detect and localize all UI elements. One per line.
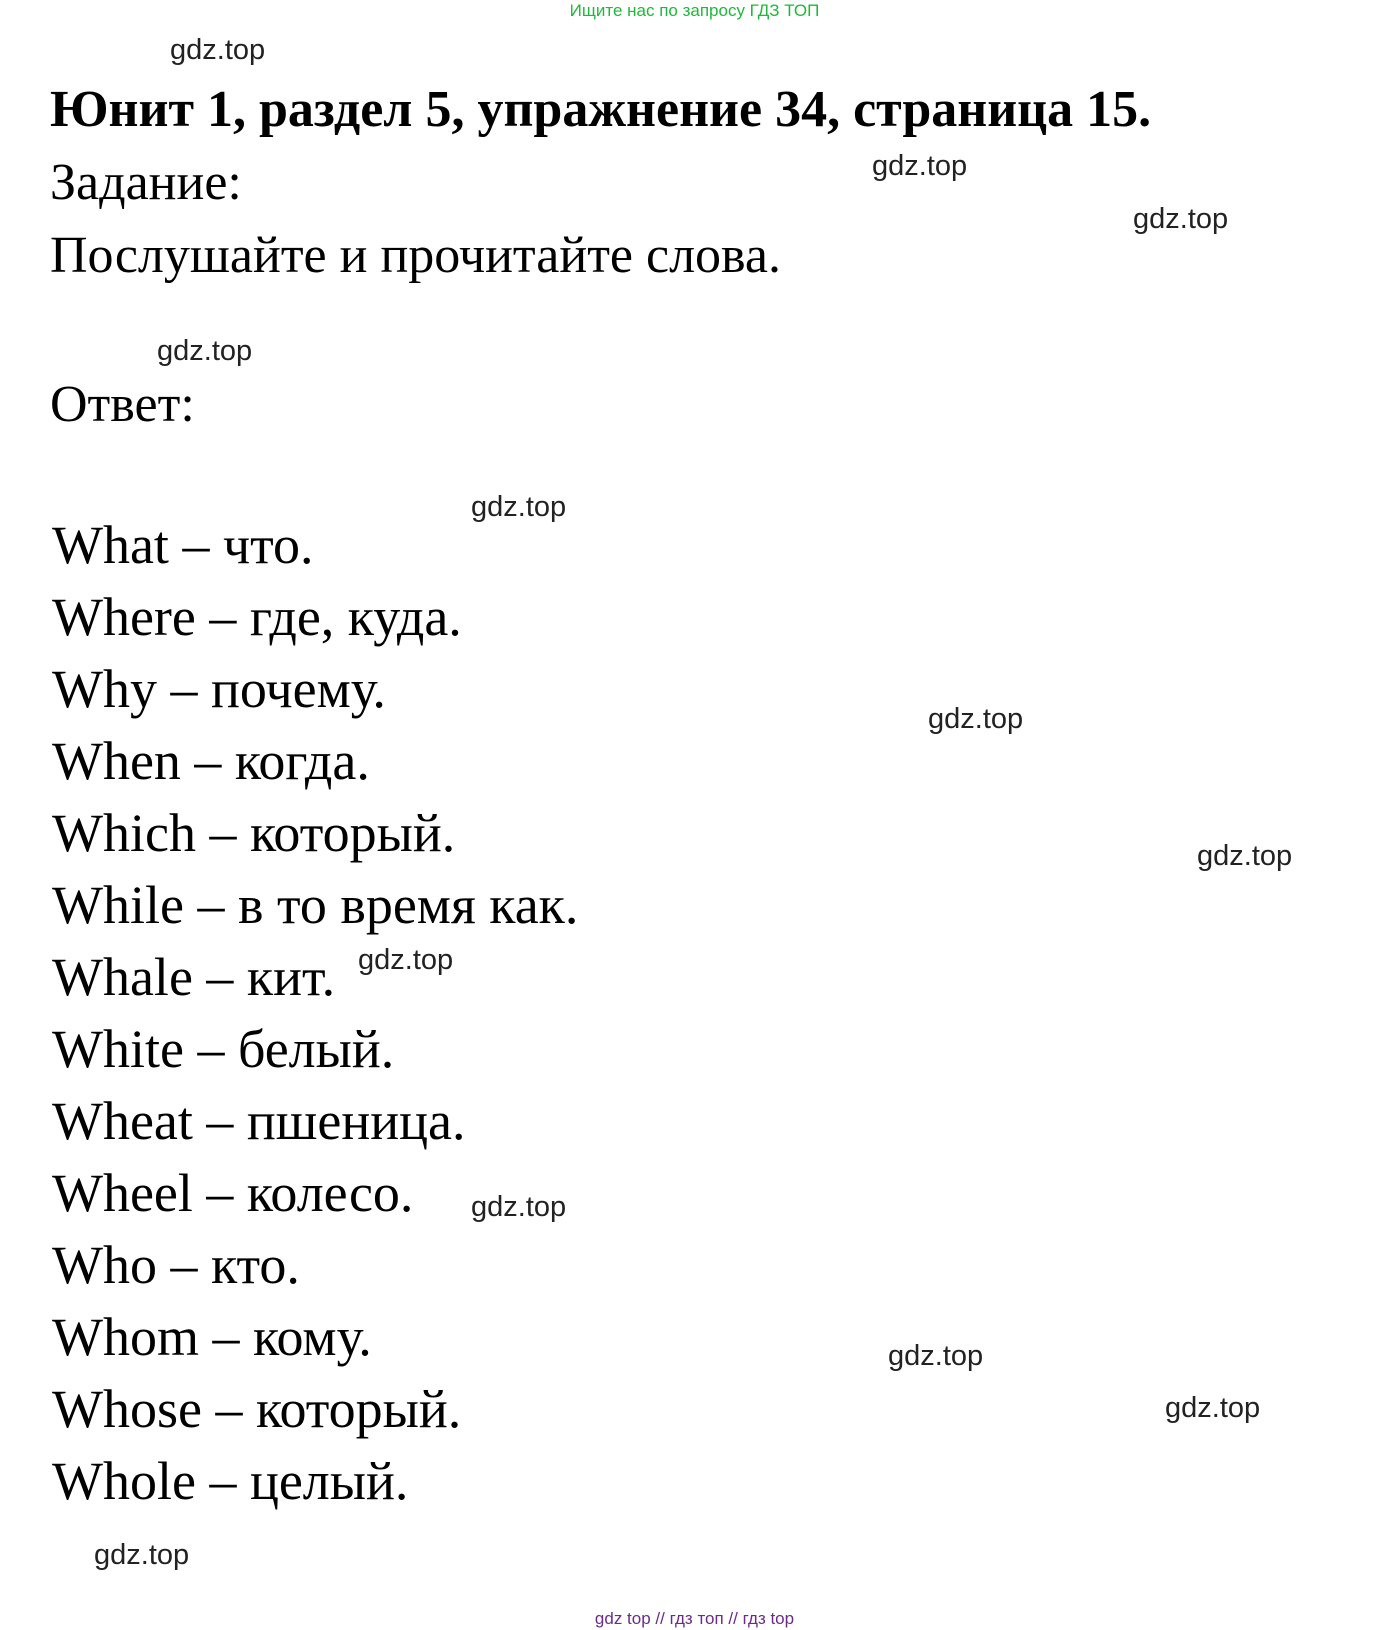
list-item: Why – почему. — [52, 659, 386, 719]
list-item: When – когда. — [52, 731, 370, 791]
watermark: gdz.top — [358, 944, 454, 976]
list-item: Which – который. — [52, 803, 456, 863]
list-item: Whole – целый. — [52, 1451, 409, 1511]
footer-links: gdz top // гдз топ // гдз top — [594, 1609, 795, 1628]
list-item: Whose – который. — [52, 1379, 462, 1439]
watermark: gdz.top — [170, 34, 266, 66]
list-item: Whom – кому. — [52, 1307, 372, 1367]
list-item: What – что. — [52, 515, 314, 575]
watermark: gdz.top — [872, 150, 968, 182]
watermark: gdz.top — [94, 1539, 190, 1571]
list-item: While – в то время как. — [52, 875, 579, 935]
page-title: Юнит 1, раздел 5, упражнение 34, страница 15. — [50, 81, 1152, 138]
task-text: Послушайте и прочитайте слова. — [50, 227, 781, 284]
list-item: Whale – кит. — [52, 947, 336, 1007]
list-item: White – белый. — [52, 1019, 395, 1079]
watermark: gdz.top — [928, 703, 1024, 735]
watermark: gdz.top — [1133, 203, 1229, 235]
watermark: gdz.top — [1165, 1392, 1261, 1424]
list-item: Where – где, куда. — [52, 587, 462, 647]
watermark: gdz.top — [1197, 840, 1293, 872]
watermark: gdz.top — [471, 1191, 567, 1223]
watermark: gdz.top — [471, 491, 567, 523]
watermark: gdz.top — [157, 335, 253, 367]
list-item: Wheat – пшеница. — [52, 1091, 466, 1151]
watermark: gdz.top — [888, 1340, 984, 1372]
task-label: Задание: — [50, 154, 242, 211]
answer-list — [52, 514, 578, 1522]
list-item: Who – кто. — [52, 1235, 300, 1295]
search-banner: Ищите нас по запросу ГДЗ ТОП — [569, 1, 820, 20]
answer-label: Ответ: — [50, 376, 195, 433]
list-item: Wheel – колесо. — [52, 1163, 414, 1223]
